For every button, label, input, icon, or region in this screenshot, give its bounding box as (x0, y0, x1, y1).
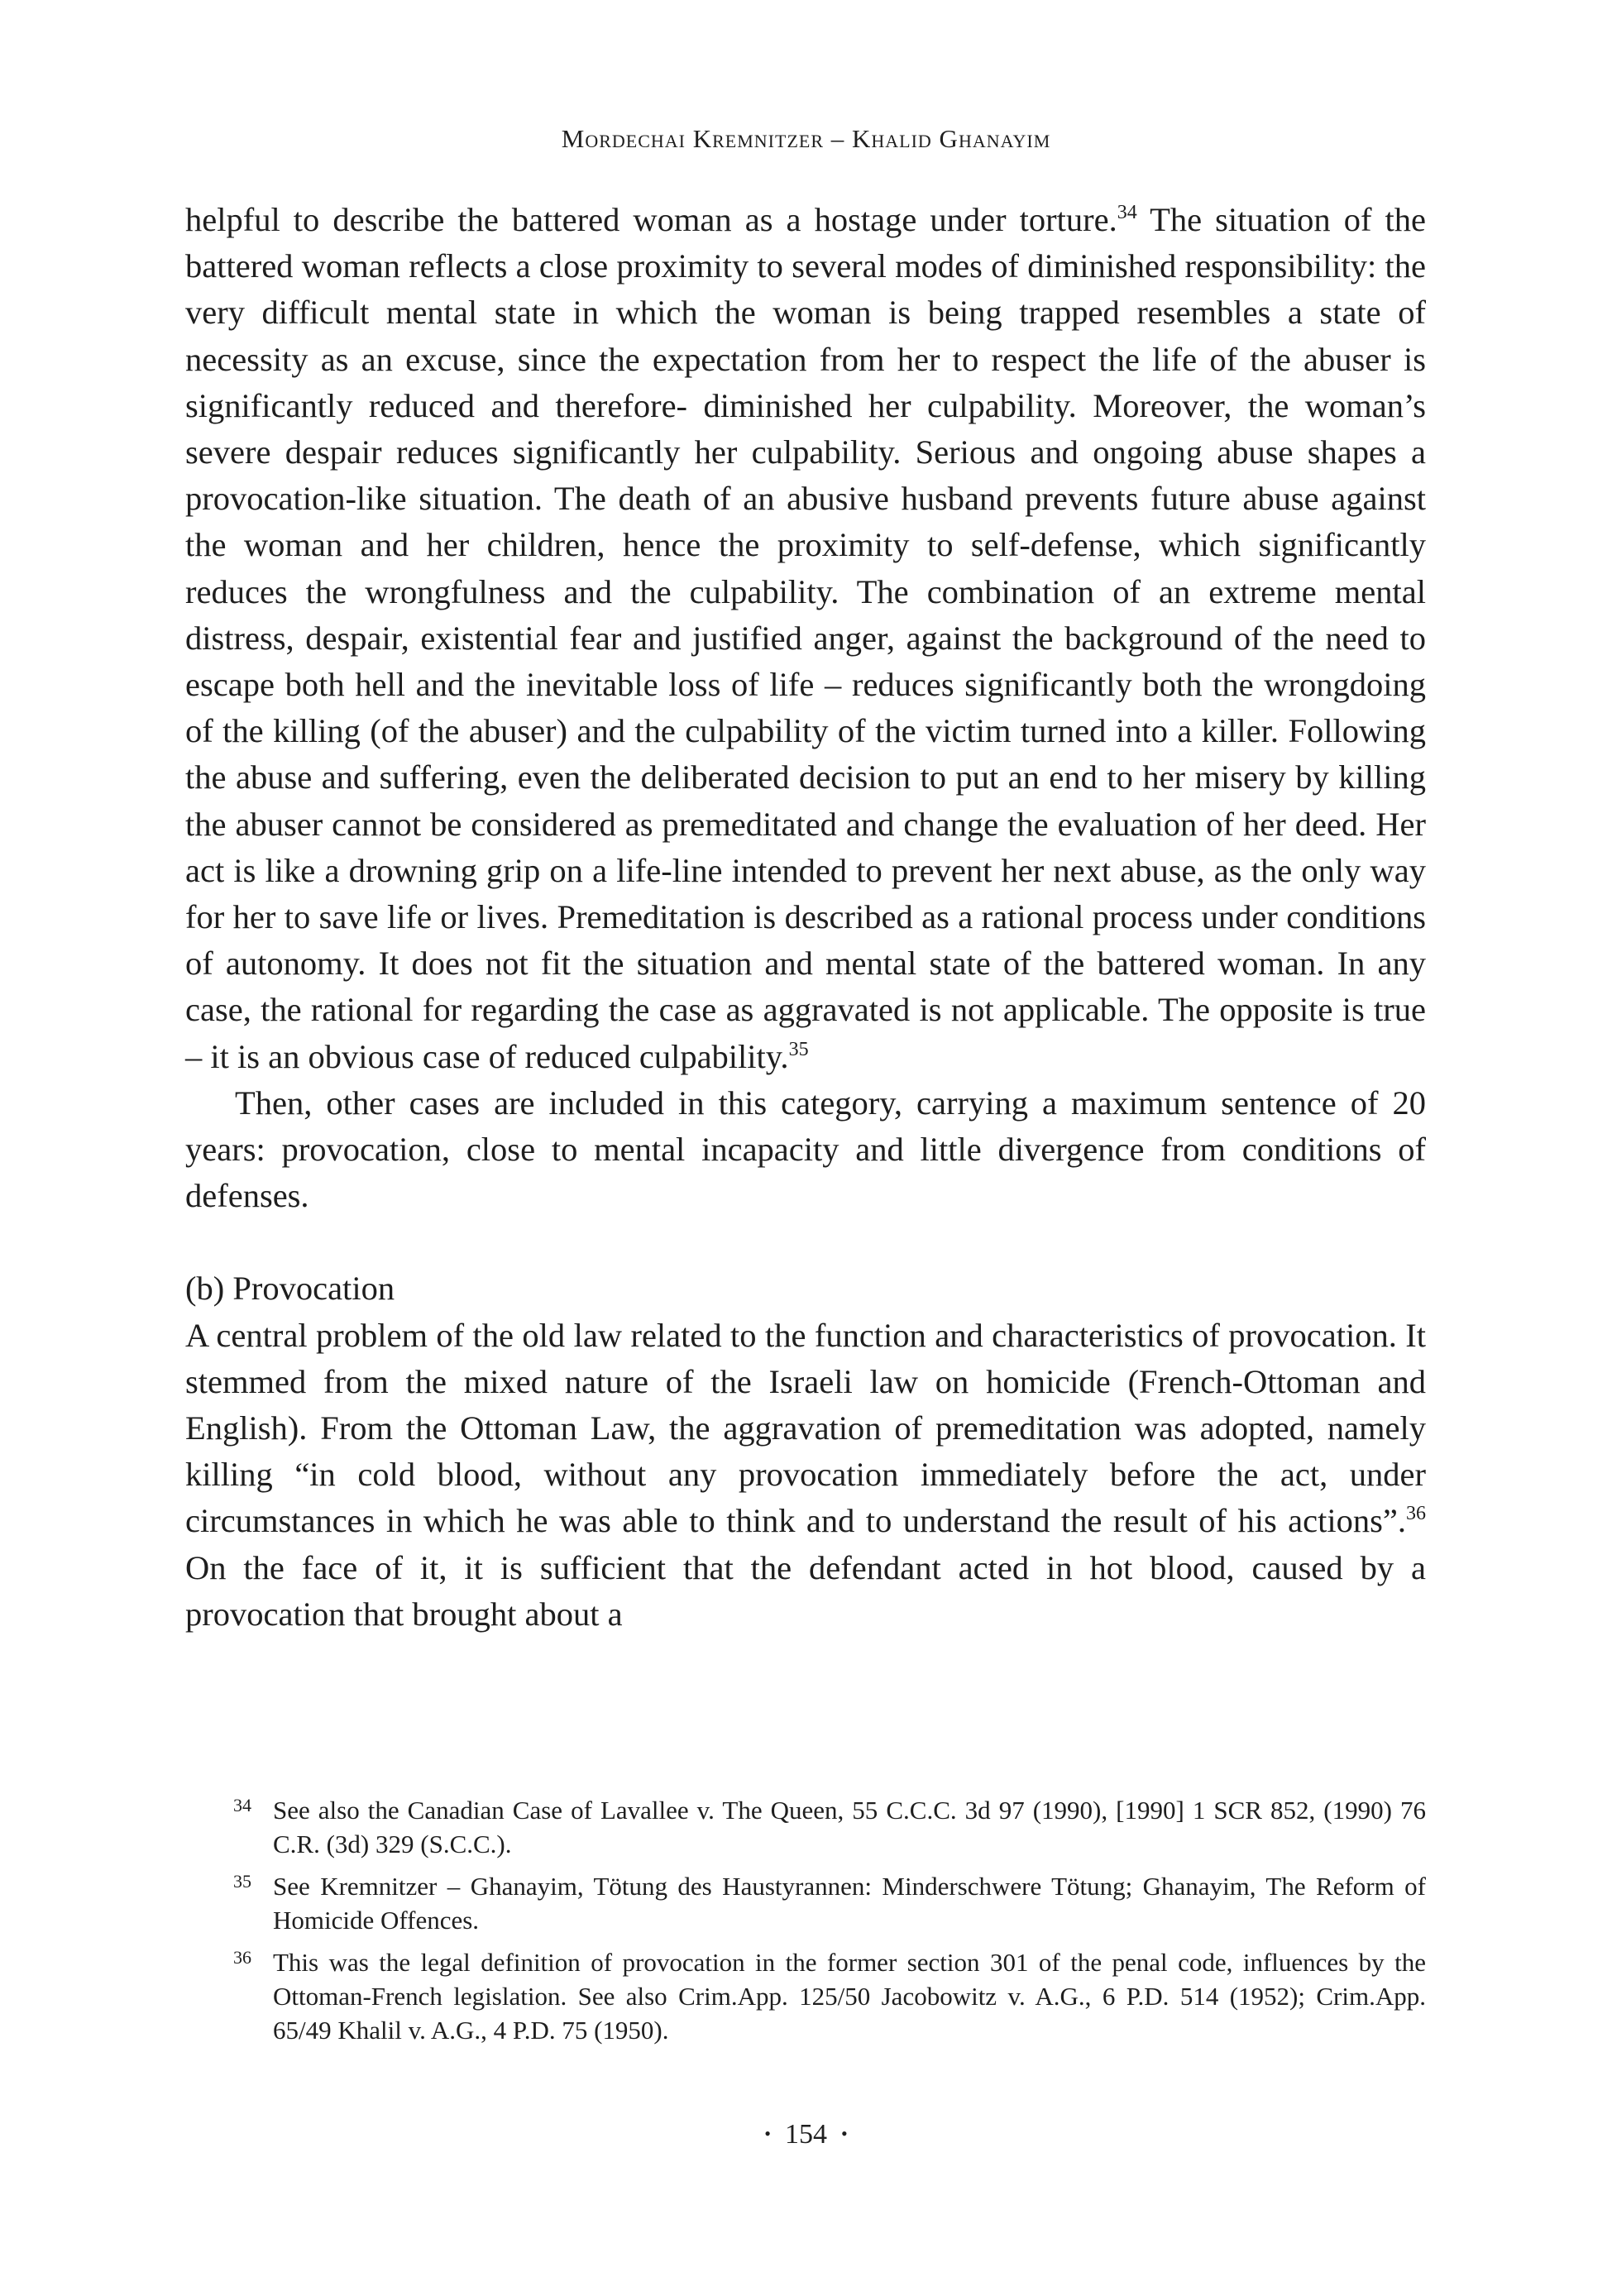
paragraph-battered-woman (185, 197, 1426, 1080)
footnote-number: 35 (233, 1871, 251, 1892)
footnote-text: See Kremnitzer – Ghanayim, Tötung des Haustyrannen: Minderschwere Tötung; Ghanayim, The Reform of Homicide Offences. (273, 1872, 1426, 1935)
page-number (0, 2116, 1612, 2153)
footnote-35 (233, 1869, 1426, 1937)
paragraph-text: helpful to describe the battered woman as a hostage under torture. (185, 201, 1117, 238)
footnote-ref-34[interactable]: 34 (1117, 202, 1137, 223)
bullet-ornament-right: • (841, 2123, 848, 2144)
paragraph-provocation (185, 1313, 1426, 1638)
footnote-36 (233, 1945, 1426, 2047)
footnote-text: See also the Canadian Case of Lavallee v. The Queen, 55 C.C.C. 3d 97 (1990), [1990] 1 SCR 852, (1990) 76 C.R. (3d) 329 (S.C.C.). (273, 1796, 1426, 1858)
page-number-value: 154 (785, 2119, 827, 2150)
paragraph-text: The situation of the battered woman reflects a close proximity to several modes of diminished responsibility: the very difficult mental state in which the woman is being trapped resembles a state of necessity as an excuse, since the expectation from her to respect the life of the abuser is significantly reduced and therefore- diminished her culpability. Moreover, the woman’s severe despair reduces significantly her culpability. Serious and ongoing abuse shapes a provocation-like situation. The death of an abusive husband prevents future abuse against the woman and her children, hence the proximity to self-defense, which significantly reduces the wrongfulness and the culpability. The combination of an extreme mental distress, despair, existential fear and justified anger, against the background of the need to escape both hell and the inevitable loss of life – reduces significantly both the wrongdoing of the killing (of the abuser) and the culpability of the victim turned into a killer. Following the abuse and suffering, even the deliberated decision to put an end to her misery by killing the abuser cannot be considered as premeditated and change the evaluation of her deed. Her act is like a drowning grip on a life-line intended to prevent her next abuse, as the only way for her to save life or lives. Premeditation is described as a rational process under conditions of autonomy. It does not fit the situation and mental state of the battered woman. In any case, the rational for regarding the case as aggravated is not applicable. The opposite is true – it is an obvious case of reduced culpability. (185, 201, 1426, 1075)
footnotes (233, 1793, 1426, 2055)
footnote-ref-36[interactable]: 36 (1406, 1503, 1426, 1525)
footnote-text: This was the legal definition of provocation in the former section 301 of the penal code, influences by the Ottoman-French legislation. See also Crim.App. 125/50 Jacobowitz v. A.G., 6 P.D. 514 (1952); Crim.App. 65/49 Khalil v. A.G., 4 P.D. 75 (1950). (273, 1948, 1426, 2045)
bullet-ornament-left: • (764, 2123, 771, 2144)
paragraph-text: A central problem of the old law related to the function and characteristics of provocation. It stemmed from the mixed nature of the Israeli law on homicide (French-Ottoman and English). From the Ottoman Law, the aggravation of premeditation was adopted, namely killing “in cold blood, without any provocation immediately before the act, under circumstances in which he was able to think and to understand the result of his actions”. (185, 1316, 1426, 1540)
section-gap (185, 1219, 1426, 1265)
main-text (185, 197, 1426, 1638)
running-head: Mordechai Kremnitzer – Khalid Ghanayim (561, 124, 1051, 153)
paragraph-other-cases: Then, other cases are included in this category, carrying a maximum sentence of 20 years: provocation, close to mental incapacity and little divergence from conditions of defenses. (185, 1083, 1426, 1215)
section-heading-provocation: (b) Provocation (185, 1270, 395, 1308)
footnote-34 (233, 1793, 1426, 1861)
footnote-number: 34 (233, 1795, 251, 1815)
paragraph-text: On the face of it, it is sufficient that the defendant acted in hot blood, caused by a provocation that brought about a (185, 1548, 1426, 1633)
footnote-number: 36 (233, 1947, 251, 1968)
footnote-ref-35[interactable]: 35 (788, 1038, 809, 1060)
